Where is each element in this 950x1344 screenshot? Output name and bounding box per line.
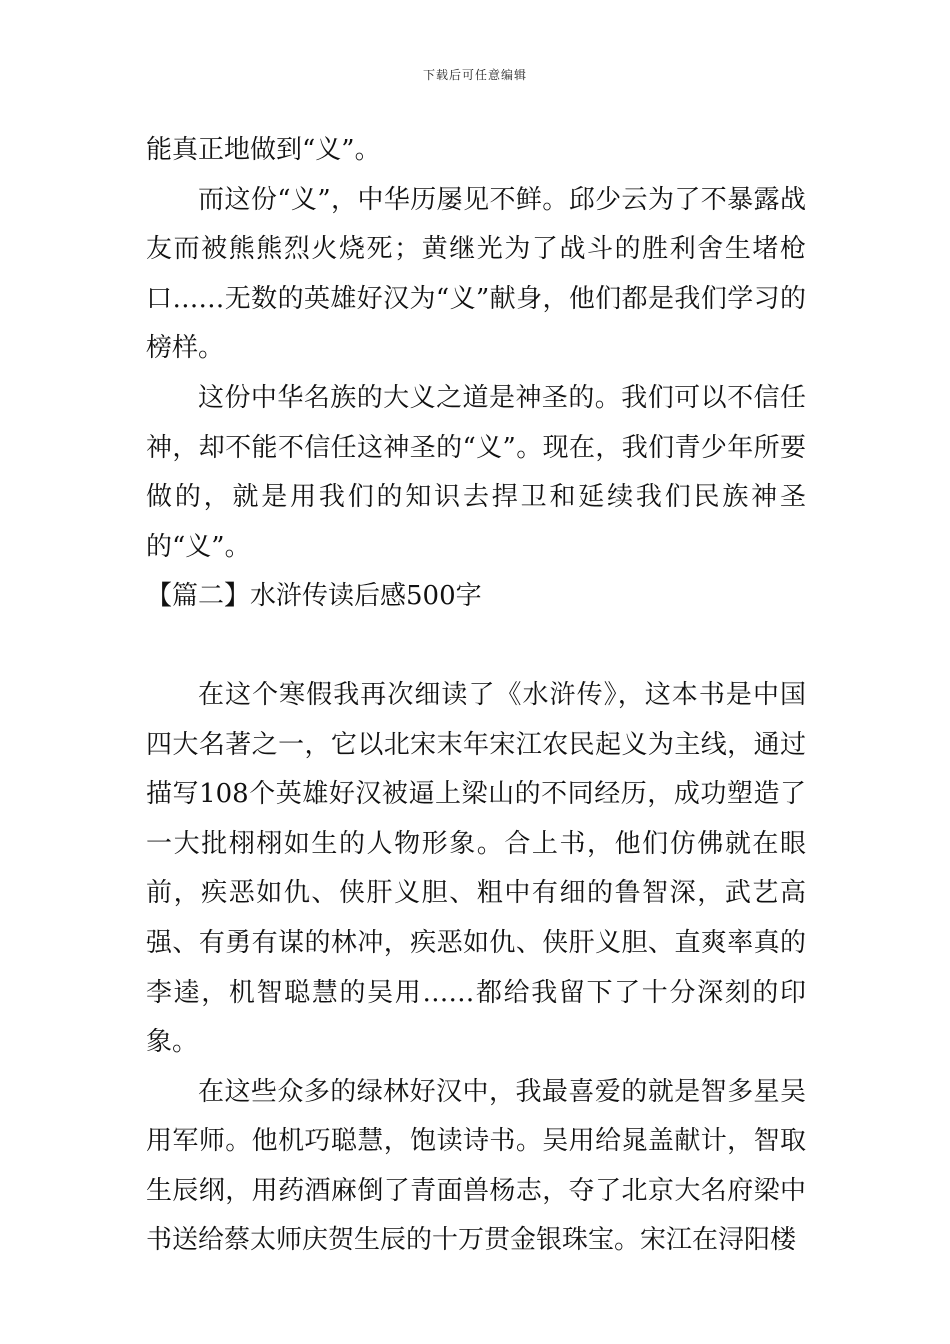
page-header: 下载后可任意编辑	[422, 68, 527, 82]
paragraph-wu-yong: 在这些众多的绿林好汉中，我最喜爱的就是智多星吴用军师。他机巧聪慧，饱读诗书。吴用给晁盖献计，智取生辰纲，用药酒麻倒了青面兽杨志，夺了北京大名府梁中书送给蔡太师庆贺生辰的十万贯金银珠宝。宋江在浔阳楼	[146, 1076, 806, 1256]
paragraph-book-intro: 在这个寒假我再次细读了《水浒传》，这本书是中国四大名著之一，它以北宋末年宋江农民起义为主线，通过描写108个英雄好汉被逼上梁山的不同经历，成功塑造了一大批栩栩如生的人物形象。合上书，他们仿佛就在眼前，疾恶如仇、侠肝义胆、粗中有细的鲁智深，武艺高强、有勇有谋的林冲，疾恶如仇、侠肝义胆、直爽率真的李逵，机智聪慧的吴用……都给我留下了十分深刻的印象。	[146, 679, 806, 1058]
paragraph-continuation: 能真正地做到“义”。	[146, 135, 381, 165]
document-body	[146, 126, 806, 1266]
paragraph-heroes: 而这份“义”，中华历屡见不鲜。邱少云为了不暴露战友而被熊熊烈火烧死；黄继光为了战斗的胜利舍生堵枪口……无数的英雄好汉为“义”献身，他们都是我们学习的榜样。	[146, 184, 806, 364]
paragraph-sacred-righteousness: 这份中华名族的大义之道是神圣的。我们可以不信任神，却不能不信任这神圣的“义”。现在，我们青少年所要做的，就是用我们的知识去捍卫和延续我们民族神圣的“义”。	[146, 382, 806, 562]
section-title: 【篇二】水浒传读后感500字	[146, 581, 482, 612]
